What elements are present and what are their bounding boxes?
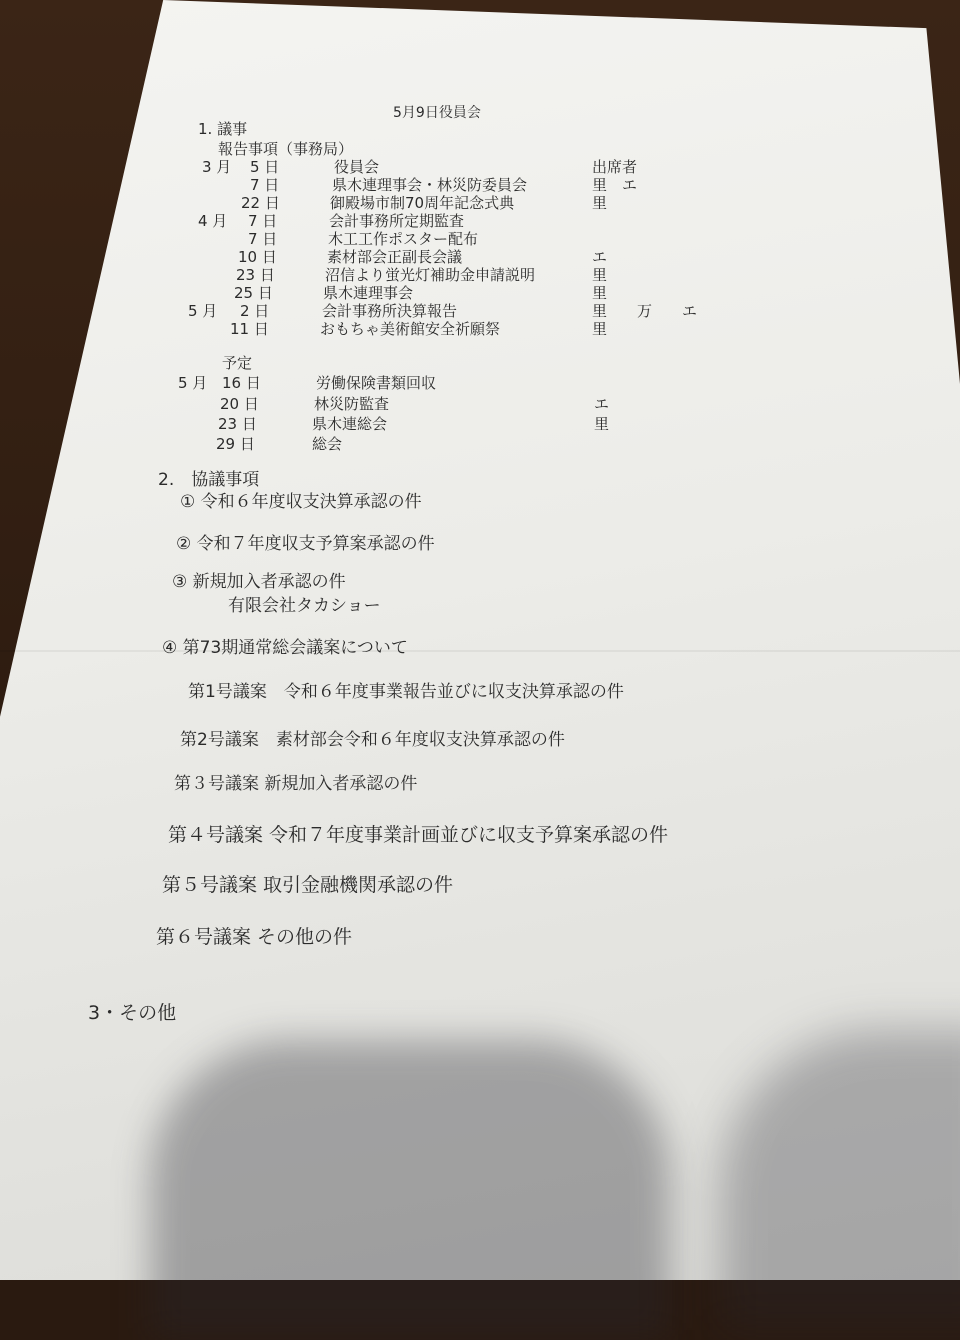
paper-fold-line <box>0 650 960 652</box>
list-item: 第３号議案 新規加入者承認の件 <box>174 774 418 794</box>
list-item: ① 令和６年度収支決算承認の件 <box>180 492 422 512</box>
list-item: 有限会社タカショー <box>228 596 381 616</box>
list-item: 第５号議案 取引金融機関承認の件 <box>162 874 454 896</box>
photo-shadow-left <box>150 1040 670 1340</box>
attendees-label: 出席者 <box>592 158 638 176</box>
list-item: 第６号議案 その他の件 <box>156 926 353 948</box>
list-item: ② 令和７年度収支予算案承認の件 <box>176 534 435 554</box>
section2-title: 2. 協議事項 <box>158 470 260 490</box>
list-item: 第４号議案 令和７年度事業計画並びに収支予算案承認の件 <box>168 824 669 846</box>
list-item: ③ 新規加入者承認の件 <box>172 572 346 592</box>
document-title: 5月9日役員会 <box>393 105 481 121</box>
list-item: 第1号議案 令和６年度事業報告並びに収支決算承認の件 <box>188 682 624 702</box>
list-item: 第2号議案 素材部会令和６年度収支決算承認の件 <box>180 730 565 750</box>
report-heading: 報告事項（事務局） <box>218 140 354 158</box>
list-item: ④ 第73期通常総会議案について <box>162 638 408 658</box>
schedule-heading: 予定 <box>222 354 253 372</box>
section1-title: 1. 議事 <box>198 120 248 138</box>
section3-title: 3・その他 <box>88 1002 177 1024</box>
